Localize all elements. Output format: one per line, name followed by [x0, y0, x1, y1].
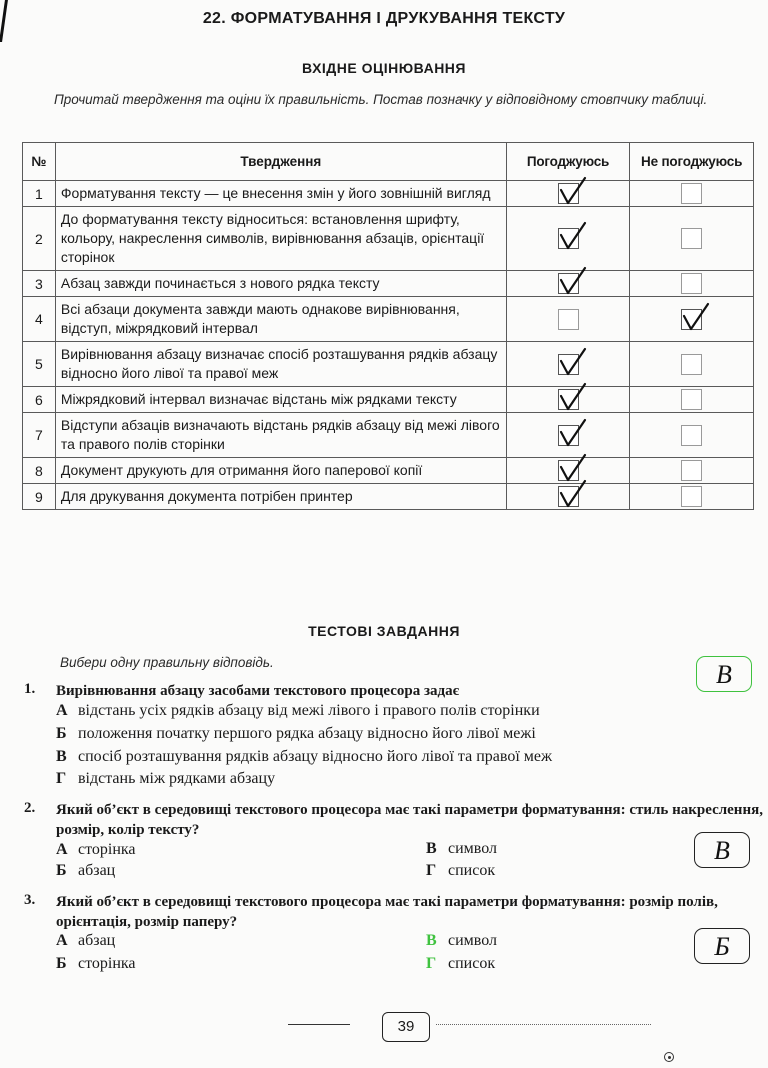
checkmark-icon	[558, 479, 588, 509]
option-text: символ	[448, 932, 498, 949]
agree-checkbox[interactable]	[558, 183, 579, 204]
statement-text: Абзац завжди починається з нового рядка тексту	[55, 271, 506, 297]
question-1-option-b[interactable]	[56, 725, 536, 743]
row-number: 1	[23, 181, 56, 207]
option-letter: А	[56, 932, 68, 949]
statements-table	[22, 142, 754, 510]
agree-checkbox[interactable]	[558, 425, 579, 446]
question-3-option-a[interactable]	[56, 932, 115, 950]
table-row	[23, 207, 754, 271]
question-1-option-a[interactable]	[56, 702, 540, 720]
question-2-option-a[interactable]	[56, 841, 136, 859]
statement-text: Для друкування документа потрібен принтер	[55, 484, 506, 510]
disagree-cell	[630, 387, 754, 413]
column-header-number: №	[23, 143, 56, 181]
statement-text: До форматування тексту відноситься: встановлення шрифту, кольору, накреслення символів, вирівнювання абзаців, орієнтації сторінок	[55, 207, 506, 271]
entry-assessment-heading: ВХІДНЕ ОЦІНЮВАННЯ	[302, 60, 466, 76]
option-text: абзац	[78, 862, 116, 879]
question-text: Який об’єкт в середовищі текстового процесора має такі параметри форматування: стиль накреслення, розмір, колір тексту?	[56, 802, 763, 838]
question-1-answer: В	[696, 656, 752, 692]
agree-cell	[506, 413, 629, 458]
disagree-checkbox[interactable]	[681, 389, 702, 410]
row-number: 9	[23, 484, 56, 510]
option-letter: Б	[56, 955, 67, 972]
column-header-disagree: Не погоджуюсь	[630, 143, 754, 181]
statement-text: Всі абзаци документа завжди мають однакове вирівнювання, відступ, міжрядковий інтервал	[55, 297, 506, 342]
row-number: 5	[23, 342, 56, 387]
page-number: 39	[382, 1012, 430, 1042]
row-number: 6	[23, 387, 56, 413]
column-header-statement: Твердження	[55, 143, 506, 181]
table-row	[23, 342, 754, 387]
option-letter: А	[56, 702, 68, 719]
row-number: 8	[23, 458, 56, 484]
table-header-row	[23, 143, 754, 181]
table-row	[23, 458, 754, 484]
table-row	[23, 484, 754, 510]
agree-cell	[506, 297, 629, 342]
option-text: символ	[448, 840, 498, 857]
question-number: 2.	[24, 800, 36, 816]
question-2-option-b[interactable]	[56, 862, 115, 880]
option-letter: Г	[426, 862, 437, 879]
option-text: список	[448, 955, 496, 972]
statements-table-body	[23, 181, 754, 510]
disagree-cell	[630, 484, 754, 510]
question-2-option-v[interactable]	[426, 840, 497, 858]
disagree-cell	[630, 458, 754, 484]
option-letter: Г	[56, 770, 67, 787]
statement-text: Вирівнювання абзацу визначає спосіб розташування рядків абзацу відносно його лівої та правої меж	[55, 342, 506, 387]
checkmark-icon	[558, 347, 588, 377]
option-letter: В	[426, 932, 437, 949]
option-text: абзац	[78, 932, 116, 949]
page-title: 22. ФОРМАТУВАННЯ І ДРУКУВАННЯ ТЕКСТУ	[202, 10, 566, 27]
question-1-option-g[interactable]	[56, 770, 275, 788]
question-3-option-b[interactable]	[56, 955, 136, 973]
checkmark-icon	[558, 418, 588, 448]
agree-checkbox[interactable]	[558, 309, 579, 330]
disagree-checkbox[interactable]	[681, 425, 702, 446]
option-text: відстань усіх рядків абзацу від межі лівого і правого полів сторінки	[78, 702, 540, 719]
question-3-option-g[interactable]	[426, 955, 495, 973]
option-text: список	[448, 862, 496, 879]
disagree-cell	[630, 342, 754, 387]
tests-instruction: Вибери одну правильну відповідь.	[60, 655, 274, 670]
disagree-cell	[630, 413, 754, 458]
disagree-checkbox[interactable]	[681, 460, 702, 481]
agree-checkbox[interactable]	[558, 460, 579, 481]
option-letter: В	[426, 840, 437, 857]
scan-dot-icon	[664, 1052, 674, 1062]
table-row	[23, 387, 754, 413]
agree-cell	[506, 342, 629, 387]
checkmark-icon	[558, 176, 588, 206]
disagree-checkbox[interactable]	[681, 486, 702, 507]
disagree-cell	[630, 207, 754, 271]
agree-cell	[506, 181, 629, 207]
table-row	[23, 181, 754, 207]
statement-text: Документ друкують для отримання його паперової копії	[55, 458, 506, 484]
question-number: 3.	[24, 892, 36, 908]
checkmark-icon	[558, 221, 588, 251]
checkmark-icon	[681, 302, 711, 332]
table-row	[23, 413, 754, 458]
agree-cell	[506, 271, 629, 297]
disagree-cell	[630, 181, 754, 207]
tests-heading: ТЕСТОВІ ЗАВДАННЯ	[308, 623, 460, 639]
question-3-answer: Б	[694, 928, 750, 964]
option-text: положення початку першого рядка абзацу відносно його лівої межі	[78, 725, 536, 742]
option-letter: В	[56, 748, 67, 765]
question-2-answer: В	[694, 832, 750, 868]
footer-rule-right	[436, 1024, 651, 1025]
footer-rule-left	[288, 1024, 350, 1025]
agree-checkbox[interactable]	[558, 273, 579, 294]
disagree-checkbox[interactable]	[681, 228, 702, 249]
column-header-agree: Погоджуюсь	[506, 143, 629, 181]
option-letter: Б	[56, 725, 67, 742]
agree-checkbox[interactable]	[558, 354, 579, 375]
agree-checkbox[interactable]	[558, 486, 579, 507]
question-text: Вирівнювання абзацу засобами текстового процесора задає	[56, 683, 460, 699]
agree-cell	[506, 207, 629, 271]
question-1-option-v[interactable]	[56, 748, 552, 766]
disagree-checkbox[interactable]	[681, 309, 702, 330]
statement-text: Міжрядковий інтервал визначає відстань між рядками тексту	[55, 387, 506, 413]
question-text: Який об’єкт в середовищі текстового процесора має такі параметри форматування: розмір полів, орієнтація, розмір паперу?	[56, 894, 718, 930]
agree-cell	[506, 484, 629, 510]
option-text: відстань між рядками абзацу	[78, 770, 276, 787]
question-2-option-g[interactable]	[426, 862, 495, 880]
option-text: сторінка	[78, 841, 136, 858]
row-number: 2	[23, 207, 56, 271]
row-number: 7	[23, 413, 56, 458]
agree-checkbox[interactable]	[558, 228, 579, 249]
row-number: 4	[23, 297, 56, 342]
question-3-option-v[interactable]	[426, 932, 497, 950]
option-letter: Б	[56, 862, 67, 879]
entry-assessment-instruction: Прочитай твердження та оціни їх правильність. Постав позначку у відповідному стовпчику таблиці.	[54, 92, 708, 107]
option-text: сторінка	[78, 955, 136, 972]
question-number: 1.	[24, 681, 36, 697]
table-row	[23, 297, 754, 342]
agree-cell	[506, 387, 629, 413]
disagree-checkbox[interactable]	[681, 273, 702, 294]
statement-text: Відступи абзаців визначають відстань рядків абзацу від межі лівого та правого полів сторінки	[55, 413, 506, 458]
checkmark-icon	[558, 382, 588, 412]
disagree-cell	[630, 271, 754, 297]
agree-checkbox[interactable]	[558, 389, 579, 410]
option-letter: А	[56, 841, 68, 858]
disagree-checkbox[interactable]	[681, 183, 702, 204]
disagree-checkbox[interactable]	[681, 354, 702, 375]
checkmark-icon	[558, 266, 588, 296]
row-number: 3	[23, 271, 56, 297]
table-row	[23, 271, 754, 297]
option-letter: Г	[426, 955, 437, 972]
disagree-cell	[630, 297, 754, 342]
option-text: спосіб розташування рядків абзацу відносно його лівої та правої меж	[78, 748, 553, 765]
statement-text: Форматування тексту — це внесення змін у його зовнішній вигляд	[55, 181, 506, 207]
